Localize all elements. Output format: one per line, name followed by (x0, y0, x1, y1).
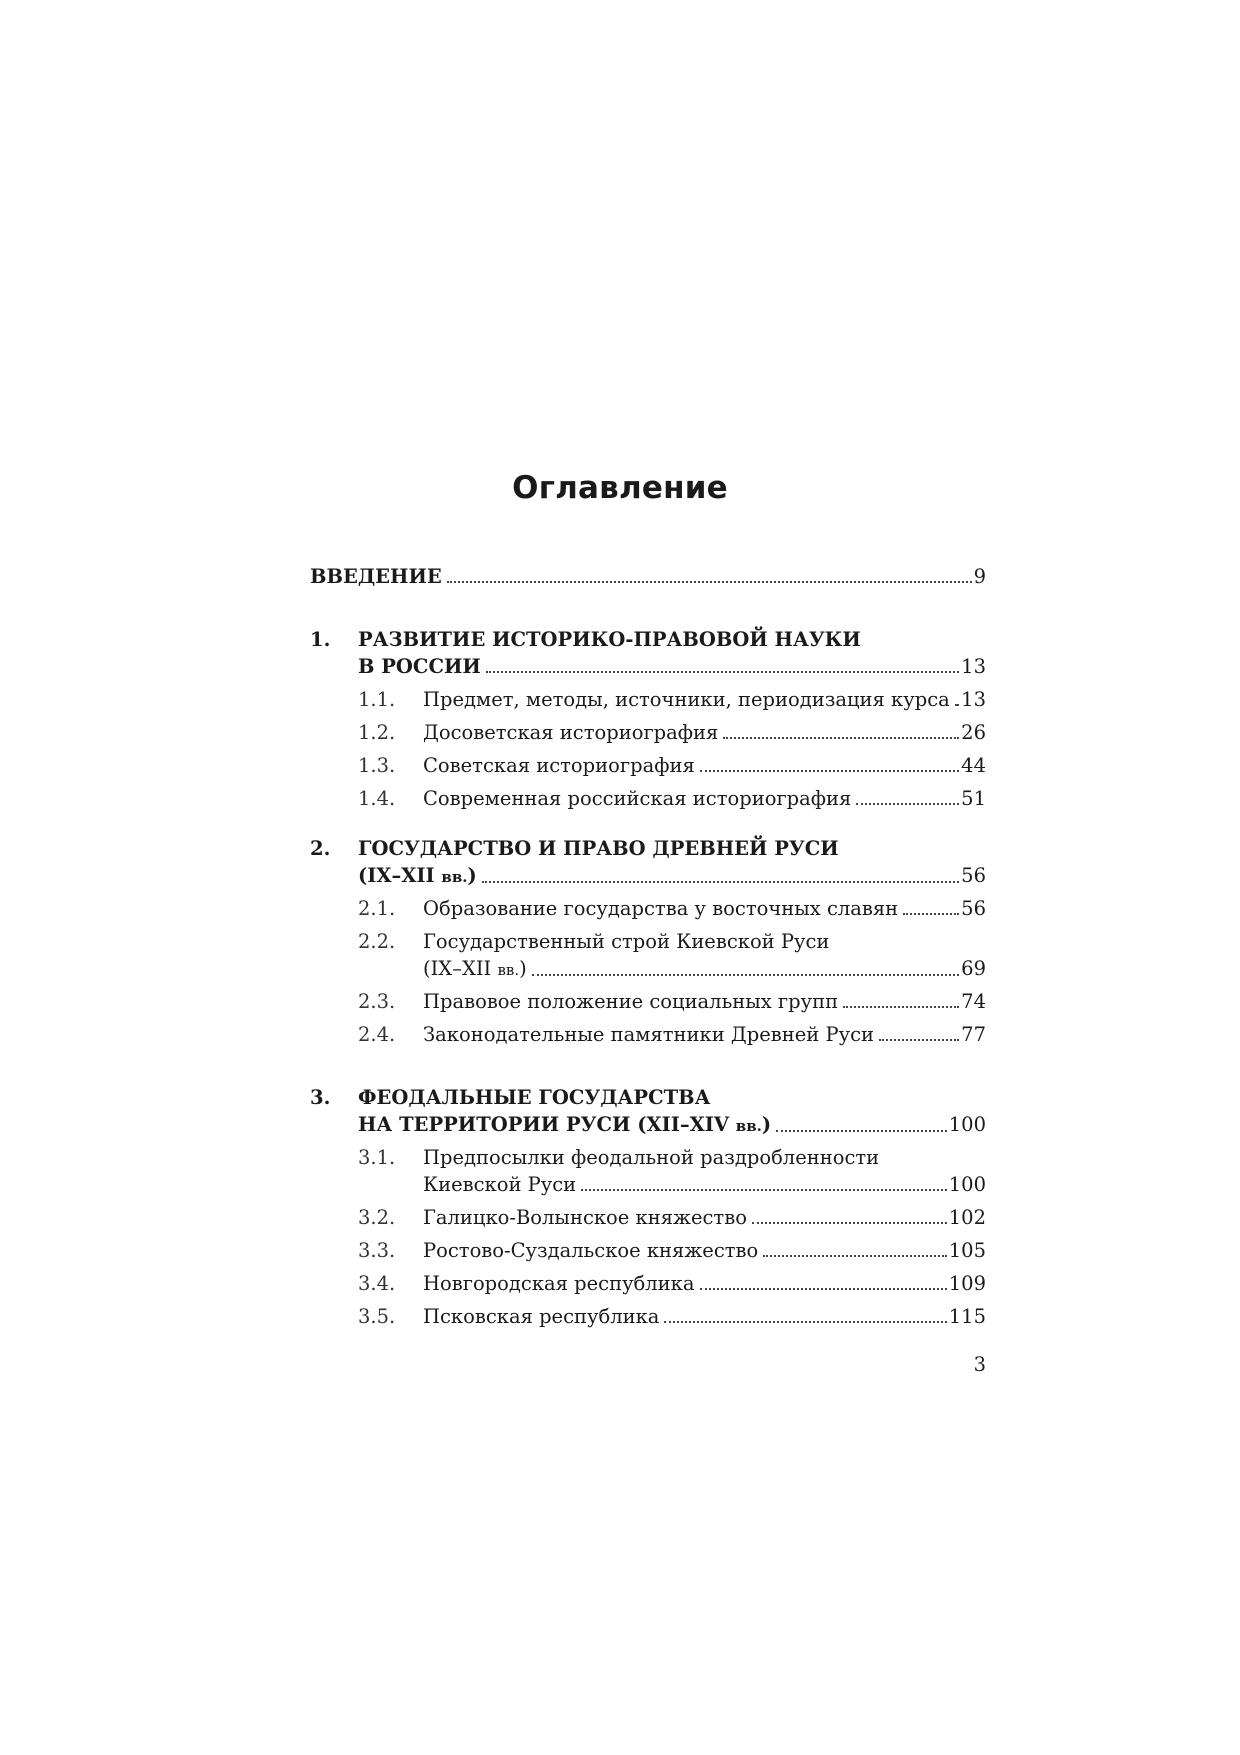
toc-page-number: 44 (961, 754, 986, 777)
toc-page-number: 13 (961, 655, 986, 678)
section-title-cont: Киевской Руси (423, 1173, 577, 1196)
leader-dots (955, 703, 959, 706)
section-title: Предпосылки феодальной раздробленности (423, 1146, 880, 1169)
toc-section-2-3[interactable] (310, 988, 986, 1016)
toc-chapter-1-line1[interactable] (310, 626, 986, 654)
toc-page-number: 109 (948, 1272, 986, 1295)
section-number: 3.1. (358, 1146, 396, 1169)
toc-page-number: 105 (948, 1239, 986, 1262)
leader-dots (752, 1221, 947, 1224)
section-title: Досоветская историография (423, 721, 719, 744)
toc-section-3-3[interactable] (310, 1237, 986, 1265)
section-title: Государственный строй Киевской Руси (423, 930, 830, 953)
toc-section-2-2-line2[interactable] (310, 955, 986, 983)
toc-chapter-2-line1[interactable] (310, 835, 986, 863)
leader-dots (776, 1129, 947, 1132)
leader-dots (723, 736, 959, 739)
section-title: Законодательные памятники Древней Руси (423, 1023, 875, 1046)
section-title: Галицко-Волынское княжество (423, 1206, 747, 1229)
leader-dots (700, 1287, 947, 1290)
toc-chapter-3-line1[interactable] (310, 1084, 986, 1112)
section-number: 1.4. (358, 787, 396, 810)
chapter-title-cont: НА ТЕРРИТОРИИ РУСИ (XII–XIV вв.) (358, 1113, 772, 1136)
section-title: Псковская республика (423, 1305, 660, 1328)
toc-section-1-2[interactable] (310, 719, 986, 747)
toc-page-number: 100 (948, 1113, 986, 1136)
leader-dots (486, 670, 959, 673)
section-number: 3.3. (358, 1239, 396, 1262)
toc-intro-label: ВВЕДЕНИЕ (310, 565, 442, 588)
section-number: 3.5. (358, 1305, 396, 1328)
leader-dots (879, 1038, 959, 1041)
page-title: Оглавление (512, 470, 728, 506)
toc-page-number: 115 (948, 1305, 986, 1328)
section-number: 3.2. (358, 1206, 396, 1229)
toc-section-2-2-line1[interactable] (310, 928, 986, 956)
toc-section-3-4[interactable] (310, 1270, 986, 1298)
toc-chapter-2-line2[interactable] (310, 862, 986, 890)
toc-page-number: 74 (961, 990, 986, 1013)
toc-page-number: 9 (973, 565, 986, 588)
section-number: 2.3. (358, 990, 396, 1013)
chapter-number: 1. (310, 628, 331, 651)
section-title: Образование государства у восточных славян (423, 897, 899, 920)
section-title: Современная российская историография (423, 787, 852, 810)
toc-section-1-3[interactable] (310, 752, 986, 780)
leader-dots (903, 912, 959, 915)
section-title: Ростово-Суздальское княжество (423, 1239, 759, 1262)
toc-section-2-4[interactable] (310, 1021, 986, 1049)
toc-page-number: 77 (961, 1023, 986, 1046)
leader-dots (763, 1254, 947, 1257)
section-title: Советская историография (423, 754, 695, 777)
toc-page-number: 13 (961, 688, 986, 711)
leader-dots (700, 769, 959, 772)
chapter-title: ФЕОДАЛЬНЫЕ ГОСУДАРСТВА (358, 1086, 711, 1109)
chapter-number: 2. (310, 837, 331, 860)
toc-intro[interactable] (310, 563, 986, 591)
toc-page-number: 51 (961, 787, 986, 810)
section-number: 3.4. (358, 1272, 396, 1295)
toc-chapter-3-line2[interactable] (310, 1111, 986, 1139)
chapter-title-cont: В РОССИИ (358, 655, 481, 678)
section-number: 1.3. (358, 754, 396, 777)
chapter-number: 3. (310, 1086, 331, 1109)
leader-dots (532, 973, 959, 976)
chapter-title: ГОСУДАРСТВО И ПРАВО ДРЕВНЕЙ РУСИ (358, 837, 839, 860)
chapter-title-cont: (IX–XII вв.) (358, 864, 477, 887)
toc-section-2-1[interactable] (310, 895, 986, 923)
table-of-contents (310, 0, 986, 1755)
toc-section-3-1-line1[interactable] (310, 1144, 986, 1172)
toc-page-number: 56 (961, 897, 986, 920)
toc-section-1-1[interactable] (310, 686, 986, 714)
section-number: 2.2. (358, 930, 396, 953)
section-title: Предмет, методы, источники, периодизация курса (423, 688, 950, 711)
chapter-title: РАЗВИТИЕ ИСТОРИКО-ПРАВОВОЙ НАУКИ (358, 628, 861, 651)
section-title-cont: (IX–XII вв.) (423, 957, 527, 980)
toc-section-3-5[interactable] (310, 1303, 986, 1331)
leader-dots (856, 802, 959, 805)
toc-chapter-1-line2[interactable] (310, 653, 986, 681)
leader-dots (482, 880, 959, 883)
section-number: 1.1. (358, 688, 396, 711)
toc-section-3-2[interactable] (310, 1204, 986, 1232)
toc-page-number: 102 (948, 1206, 986, 1229)
section-number: 1.2. (358, 721, 396, 744)
section-title: Правовое положение социальных групп (423, 990, 839, 1013)
leader-dots (664, 1320, 946, 1323)
leader-dots (447, 580, 972, 583)
toc-page-number: 26 (961, 721, 986, 744)
section-title: Новгородская республика (423, 1272, 695, 1295)
page-number-footer: 3 (973, 1353, 986, 1376)
section-number: 2.4. (358, 1023, 396, 1046)
toc-section-1-4[interactable] (310, 785, 986, 813)
section-number: 2.1. (358, 897, 396, 920)
toc-page-number: 56 (961, 864, 986, 887)
toc-page-number: 100 (948, 1173, 986, 1196)
toc-page-number: 69 (961, 957, 986, 980)
toc-section-3-1-line2[interactable] (310, 1171, 986, 1199)
leader-dots (843, 1005, 959, 1008)
leader-dots (581, 1188, 947, 1191)
